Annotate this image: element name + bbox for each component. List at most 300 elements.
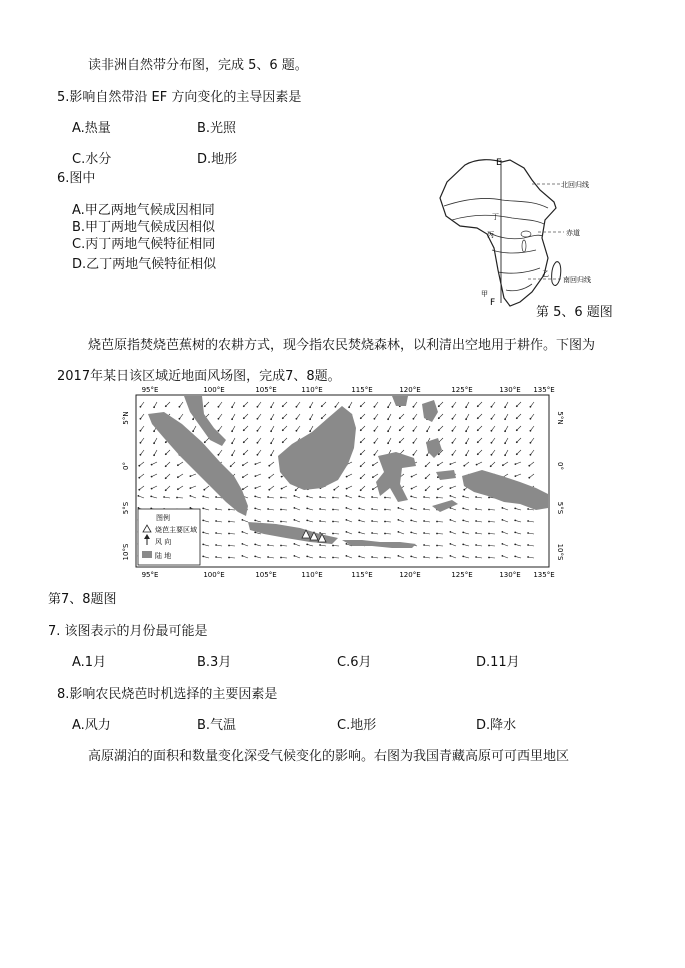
q5-option-a[interactable]: A.热量	[72, 121, 111, 136]
wind-arrow-head	[333, 489, 335, 491]
wind-arrow-head	[309, 430, 311, 432]
wind-arrow-head	[255, 463, 257, 465]
top-longitude-tick: 100°E	[203, 386, 225, 394]
q6-option-d[interactable]: D.乙丁两地气候特征相似	[72, 257, 217, 272]
wind-arrow-head	[452, 454, 454, 456]
wind-arrow-head	[190, 475, 192, 477]
wind-arrow-head	[504, 406, 506, 408]
wind-arrow-head	[384, 521, 386, 523]
wind-arrow-head	[371, 508, 373, 510]
q5-option-c[interactable]: C.水分	[72, 152, 112, 167]
wind-arrow-head	[231, 406, 233, 408]
wind-arrow-head	[215, 520, 217, 522]
wind-arrow-head	[243, 453, 245, 455]
wind-arrow-head	[477, 405, 479, 407]
wind-arrow-head	[335, 406, 337, 408]
wind-arrow-head	[530, 454, 532, 456]
wind-arrow-head	[243, 429, 245, 431]
wind-arrow-head	[527, 556, 529, 558]
wind-arrow-head	[138, 507, 140, 509]
wind-arrow-head	[202, 532, 204, 534]
question-5-stem: 5.影响自然带沿 EF 方向变化的主导因素是	[57, 90, 302, 105]
wind-arrow-head	[413, 406, 415, 408]
wind-arrow-head	[332, 545, 334, 547]
map-legend	[138, 509, 200, 565]
madagascar	[552, 262, 561, 286]
wind-arrow-head	[165, 465, 167, 467]
wind-arrow-head	[410, 532, 412, 534]
wind-arrow-head	[514, 532, 516, 534]
wind-arrow-head	[502, 507, 504, 509]
wind-arrow-head	[527, 532, 529, 534]
wind-arrow-head	[151, 476, 153, 478]
wind-arrow-head	[490, 465, 492, 467]
wind-arrow-head	[488, 497, 490, 499]
wind-arrow-head	[346, 507, 348, 509]
wind-arrow-head	[384, 533, 386, 535]
wind-arrow-head	[374, 430, 376, 432]
wind-arrow-head	[384, 497, 386, 499]
wind-map-caption: 第7、8题图	[48, 592, 117, 607]
wind-arrow-head	[281, 476, 283, 478]
wind-arrow-head	[475, 508, 477, 510]
wind-arrow-head	[346, 543, 348, 545]
wind-arrow-head	[202, 508, 204, 510]
wind-arrow-head	[371, 532, 373, 534]
wind-arrow-head	[384, 509, 386, 511]
intro-text-plateau-lakes: 高原湖泊的面积和数量变化深受气候变化的影响。右图为我国青藏高原可可西里地区	[88, 749, 570, 764]
wind-arrow-head	[413, 430, 415, 432]
intro-text-5-6: 读非洲自然带分布图，完成 5、6 题。	[88, 58, 308, 73]
wind-arrow-head	[360, 477, 362, 479]
wind-arrow-head	[371, 556, 373, 558]
wind-arrow-head	[295, 489, 297, 491]
region-jia-label: 甲	[481, 290, 488, 298]
wind-arrow-head	[398, 531, 400, 533]
wind-arrow-head	[346, 519, 348, 521]
left-latitude-tick: 5°N	[122, 411, 130, 425]
wind-arrow-head	[140, 442, 142, 444]
right-latitude-tick: 5°N	[556, 411, 564, 425]
wind-arrow-head	[465, 406, 467, 408]
wind-arrow-head	[372, 476, 374, 478]
wind-arrow-head	[177, 476, 179, 478]
wind-arrow-head	[346, 495, 348, 497]
wind-arrow-head	[488, 509, 490, 511]
top-longitude-tick: 95°E	[141, 386, 159, 394]
wind-arrow-head	[192, 430, 194, 432]
wind-arrow-head	[140, 418, 142, 420]
wind-arrow-head	[202, 556, 204, 558]
bottom-longitude-tick: 120°E	[399, 571, 421, 579]
wind-arrow-head	[360, 489, 362, 491]
wind-arrow-head	[231, 430, 233, 432]
wind-arrow-head	[294, 519, 296, 521]
wind-arrow-head	[450, 555, 452, 557]
wind-arrow-head	[153, 442, 155, 444]
wind-arrow-head	[425, 477, 427, 479]
left-latitude-tick: 10°S	[122, 543, 130, 561]
region-yi-label: 乙	[542, 270, 549, 278]
wind-arrow-head	[462, 520, 464, 522]
wind-arrow-head	[463, 465, 465, 467]
wind-arrow-head	[360, 441, 362, 443]
wind-arrow-head	[423, 520, 425, 522]
wind-arrow-head	[177, 464, 179, 466]
wind-arrow-head	[332, 557, 334, 559]
wind-arrow-head	[163, 496, 165, 498]
wind-arrow-head	[165, 477, 167, 479]
q8-option-b[interactable]: B.气温	[197, 718, 237, 733]
africa-natural-zone-map	[432, 150, 594, 316]
wind-arrow-head	[254, 556, 256, 558]
wind-arrow-head	[282, 441, 284, 443]
wind-arrow-head	[477, 417, 479, 419]
wind-arrow-head	[268, 489, 270, 491]
wind-arrow-head	[358, 532, 360, 534]
q6-option-c[interactable]: C.丙丁两地气候特征相同	[72, 237, 216, 252]
wind-arrow-head	[437, 464, 439, 466]
wind-arrow-head	[267, 496, 269, 498]
wind-arrow-head	[488, 545, 490, 547]
wind-arrow-head	[423, 496, 425, 498]
wind-arrow-head	[502, 531, 504, 533]
wind-arrow-head	[398, 507, 400, 509]
wind-arrow-head	[202, 520, 204, 522]
wind-arrow-head	[491, 430, 493, 432]
wind-arrow-head	[452, 406, 454, 408]
wind-arrow-head	[360, 417, 362, 419]
wind-arrow-head	[254, 532, 256, 534]
intro-text-7-8-line2: 2017年某日该区域近地面风场图，完成7、8题。	[57, 369, 341, 384]
wind-arrow-head	[475, 520, 477, 522]
region-ding-label: 丁	[492, 213, 499, 221]
wind-arrow-head	[294, 543, 296, 545]
wind-arrow-head	[257, 454, 259, 456]
wind-arrow-head	[242, 531, 244, 533]
top-longitude-tick: 120°E	[399, 386, 421, 394]
wind-arrow-head	[491, 406, 493, 408]
wind-arrow-head	[452, 442, 454, 444]
right-latitude-tick: 10°S	[556, 543, 564, 561]
wind-arrow-head	[231, 454, 233, 456]
wind-arrow-head	[527, 508, 529, 510]
wind-arrow-head	[438, 429, 440, 431]
wind-arrow-head	[190, 507, 192, 509]
wind-arrow-head	[450, 531, 452, 533]
wind-arrow-head	[425, 465, 427, 467]
wind-arrow-head	[280, 509, 282, 511]
wind-arrow-head	[257, 442, 259, 444]
wind-arrow-head	[177, 488, 179, 490]
wind-arrow-head	[348, 406, 350, 408]
wind-arrow-head	[475, 544, 477, 546]
wind-arrow-head	[267, 544, 269, 546]
wind-arrow-head	[504, 430, 506, 432]
wind-arrow-head	[280, 557, 282, 559]
wind-arrow-head	[515, 475, 517, 477]
q5-option-d[interactable]: D.地形	[197, 152, 238, 167]
wind-arrow-head	[282, 405, 284, 407]
q7-option-c[interactable]: C.6月	[337, 655, 372, 670]
wind-arrow-head	[465, 442, 467, 444]
wind-arrow-head	[254, 508, 256, 510]
wind-arrow-head	[371, 520, 373, 522]
wind-arrow-head	[387, 418, 389, 420]
tropic-capricorn-label: 南回归线	[563, 276, 591, 284]
wind-arrow-head	[410, 556, 412, 558]
bottom-longitude-tick: 125°E	[451, 571, 473, 579]
wind-arrow-head	[294, 507, 296, 509]
bottom-longitude-tick: 130°E	[499, 571, 521, 579]
equator-label: 赤道	[566, 229, 580, 237]
left-latitude-tick: 0°	[122, 462, 130, 470]
wind-arrow-head	[242, 464, 244, 466]
wind-arrow-head	[150, 496, 152, 498]
wind-arrow-head	[346, 531, 348, 533]
wind-arrow-head	[528, 477, 530, 479]
wind-arrow-head	[230, 465, 232, 467]
wind-arrow-head	[202, 496, 204, 498]
q7-option-b[interactable]: B.3月	[197, 655, 232, 670]
wind-arrow-head	[371, 496, 373, 498]
wind-arrow-head	[450, 487, 452, 489]
wind-arrow-head	[319, 532, 321, 534]
wind-arrow-head	[399, 417, 401, 419]
wind-arrow-head	[218, 418, 220, 420]
wind-arrow-head	[502, 555, 504, 557]
wind-arrow-head	[413, 442, 415, 444]
bottom-longitude-tick: 105°E	[255, 571, 277, 579]
wind-arrow-head	[413, 454, 415, 456]
q7-option-d[interactable]: D.11月	[476, 655, 520, 670]
wind-arrow-head	[436, 521, 438, 523]
wind-arrow-head	[452, 430, 454, 432]
point-f-label: F	[490, 298, 496, 308]
q8-option-c[interactable]: C.地形	[337, 718, 377, 733]
africa-outline	[440, 160, 556, 306]
wind-arrow-head	[452, 418, 454, 420]
bottom-longitude-tick: 100°E	[203, 571, 225, 579]
wind-arrow-head	[267, 520, 269, 522]
wind-arrow-head	[374, 406, 376, 408]
wind-arrow-head	[309, 406, 311, 408]
wind-arrow-head	[243, 417, 245, 419]
wind-arrow-head	[450, 463, 452, 465]
wind-arrow-head	[410, 520, 412, 522]
q7-option-a[interactable]: A.1月	[72, 655, 107, 670]
wind-arrow-head	[254, 496, 256, 498]
wind-arrow-head	[270, 454, 272, 456]
wind-arrow-head	[215, 508, 217, 510]
wind-arrow-head	[423, 508, 425, 510]
wind-arrow-head	[488, 521, 490, 523]
wind-arrow-head	[465, 454, 467, 456]
top-longitude-tick: 105°E	[255, 386, 277, 394]
wind-arrow-head	[426, 430, 428, 432]
wind-arrow-head	[425, 489, 427, 491]
wind-arrow-head	[387, 430, 389, 432]
wind-arrow-head	[203, 489, 205, 491]
wind-arrow-head	[242, 476, 244, 478]
wind-arrow-head	[254, 544, 256, 546]
bottom-longitude-tick: 115°E	[351, 571, 373, 579]
wind-arrow-head	[516, 417, 518, 419]
left-latitude-tick: 5°S	[122, 501, 130, 515]
wind-arrow-head	[372, 464, 374, 466]
wind-arrow-head	[358, 520, 360, 522]
wind-arrow-head	[202, 544, 204, 546]
wind-arrow-head	[321, 405, 323, 407]
wind-arrow-head	[413, 418, 415, 420]
wind-arrow-head	[153, 454, 155, 456]
wind-arrow-head	[530, 430, 532, 432]
q6-option-a[interactable]: A.甲乙两地气候成因相同	[72, 203, 215, 218]
wind-arrow-head	[151, 464, 153, 466]
wind-arrow-head	[475, 556, 477, 558]
wind-arrow-head	[516, 405, 518, 407]
wind-arrow-head	[270, 418, 272, 420]
wind-arrow-head	[267, 556, 269, 558]
wind-arrow-head	[360, 453, 362, 455]
wind-arrow-head	[228, 545, 230, 547]
wind-arrow-head	[438, 417, 440, 419]
tropic-cancer-label: 北回归线	[561, 181, 589, 189]
wind-arrow-head	[411, 488, 413, 490]
wind-arrow-head	[296, 418, 298, 420]
wind-arrow-head	[450, 543, 452, 545]
wind-arrow-head	[502, 464, 504, 466]
wind-arrow-head	[282, 417, 284, 419]
wind-arrow-head	[138, 465, 140, 467]
wind-arrow-head	[215, 544, 217, 546]
top-longitude-tick: 130°E	[499, 386, 521, 394]
wind-arrow-head	[450, 495, 452, 497]
wind-arrow-head	[280, 521, 282, 523]
wind-arrow-head	[423, 544, 425, 546]
wind-arrow-head	[516, 453, 518, 455]
wind-arrow-head	[358, 508, 360, 510]
wind-arrow-head	[228, 521, 230, 523]
wind-arrow-head	[138, 495, 140, 497]
q6-option-b[interactable]: B.甲丁两地气候成因相似	[72, 220, 216, 235]
point-e-label: E	[496, 158, 502, 168]
wind-arrow-head	[491, 454, 493, 456]
wind-arrow-head	[309, 418, 311, 420]
wind-arrow-head	[514, 556, 516, 558]
africa-map-caption: 第 5、6 题图	[536, 305, 613, 320]
wind-arrow-head	[165, 441, 167, 443]
wind-arrow-head	[462, 508, 464, 510]
wind-arrow-head	[218, 406, 220, 408]
wind-arrow-head	[332, 497, 334, 499]
wind-arrow-head	[165, 453, 167, 455]
wind-arrow-head	[179, 418, 181, 420]
wind-arrow-head	[374, 454, 376, 456]
top-longitude-tick: 125°E	[451, 386, 473, 394]
legend-wind-direction: 风 向	[155, 538, 172, 546]
wind-arrow-head	[190, 495, 192, 497]
wind-arrow-head	[399, 429, 401, 431]
wind-arrow-head	[218, 430, 220, 432]
wind-arrow-head	[270, 430, 272, 432]
wind-arrow-head	[332, 533, 334, 535]
wind-arrow-head	[410, 496, 412, 498]
wind-arrow-head	[491, 442, 493, 444]
wind-arrow-head	[475, 496, 477, 498]
wind-arrow-head	[514, 544, 516, 546]
wind-arrow-head	[319, 556, 321, 558]
wind-arrow-head	[267, 508, 269, 510]
wind-arrow-head	[306, 496, 308, 498]
wind-arrow-head	[280, 497, 282, 499]
q8-option-d[interactable]: D.降水	[476, 718, 517, 733]
wind-arrow-head	[488, 533, 490, 535]
wind-arrow-head	[436, 557, 438, 559]
wind-arrow-head	[319, 496, 321, 498]
wind-arrow-head	[204, 441, 206, 443]
wind-arrow-head	[268, 465, 270, 467]
wind-arrow-head	[306, 508, 308, 510]
wind-arrow-head	[231, 442, 233, 444]
wind-arrow-head	[140, 406, 142, 408]
wind-arrow-head	[462, 556, 464, 558]
bottom-longitude-tick: 95°E	[141, 571, 159, 579]
wind-arrow-head	[438, 405, 440, 407]
wind-arrow-head	[257, 418, 259, 420]
wind-arrow-head	[306, 544, 308, 546]
wind-arrow-head	[502, 543, 504, 545]
wind-arrow-head	[477, 453, 479, 455]
wind-arrow-head	[358, 496, 360, 498]
right-latitude-tick: 5°S	[556, 501, 564, 515]
wind-arrow-head	[231, 418, 233, 420]
wind-arrow-head	[242, 488, 244, 490]
wind-arrow-head	[151, 488, 153, 490]
wind-arrow-head	[530, 418, 532, 420]
wind-arrow-head	[374, 442, 376, 444]
wind-arrow-head	[270, 406, 272, 408]
legend-title: 图例	[156, 514, 170, 522]
wind-arrow-head	[242, 555, 244, 557]
wind-arrow-head	[138, 489, 140, 491]
wind-arrow-head	[296, 430, 298, 432]
wind-arrow-head	[358, 556, 360, 558]
wind-arrow-head	[165, 489, 167, 491]
wind-arrow-head	[476, 464, 478, 466]
wind-arrow-head	[346, 488, 348, 490]
wind-arrow-head	[477, 441, 479, 443]
wind-arrow-head	[463, 489, 465, 491]
wind-arrow-head	[190, 487, 192, 489]
wind-arrow-head	[242, 519, 244, 521]
q8-option-a[interactable]: A.风力	[72, 718, 111, 733]
wind-arrow-head	[423, 532, 425, 534]
wind-arrow-head	[346, 555, 348, 557]
wind-arrow-head	[257, 430, 259, 432]
top-longitude-tick: 115°E	[351, 386, 373, 394]
wind-arrow-head	[319, 508, 321, 510]
wind-arrow-head	[321, 417, 323, 419]
wind-arrow-head	[153, 430, 155, 432]
q5-option-b[interactable]: B.光照	[197, 121, 237, 136]
wind-arrow-head	[514, 508, 516, 510]
wind-arrow-head	[319, 544, 321, 546]
wind-arrow-head	[360, 429, 362, 431]
wind-arrow-head	[528, 465, 530, 467]
wind-arrow-head	[527, 520, 529, 522]
wind-arrow-head	[243, 441, 245, 443]
